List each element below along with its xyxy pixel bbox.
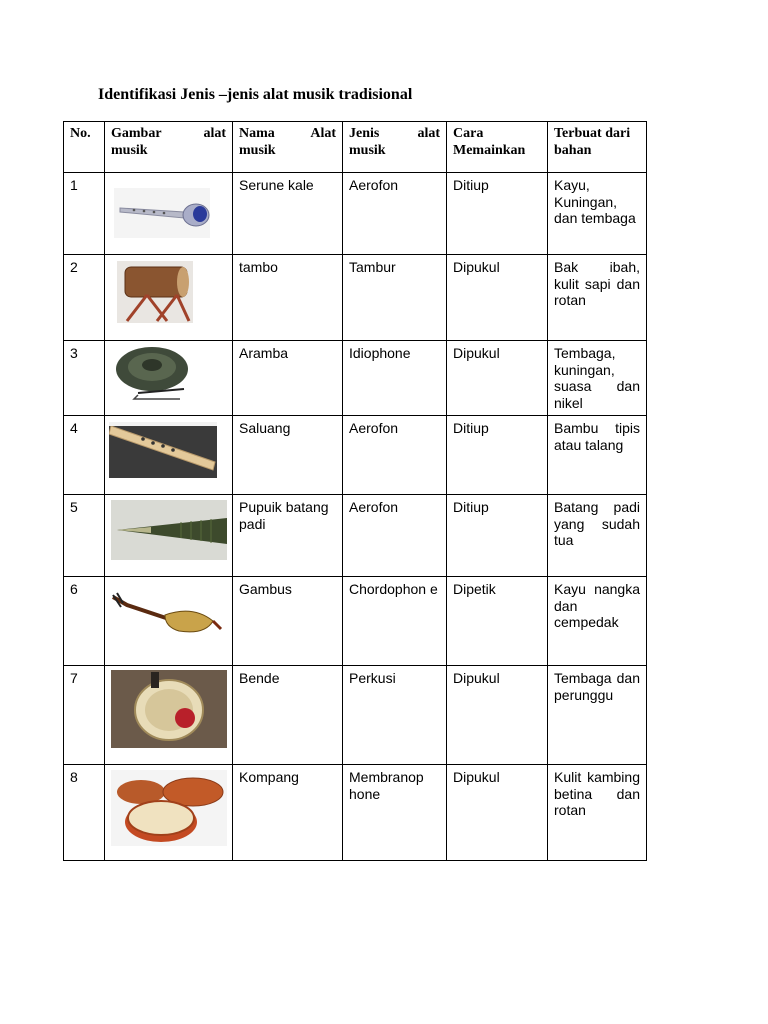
cell-nama: Aramba <box>233 341 343 416</box>
cell-nama: Kompang <box>233 765 343 861</box>
cell-nama: Bende <box>233 666 343 765</box>
cell-cara: Ditiup <box>447 495 548 577</box>
cell-jenis: Membranop hone <box>343 765 447 861</box>
kompang-image <box>111 770 227 846</box>
cell-bahan: Batang padi yang sudah tua <box>548 495 647 577</box>
page-title: Identifikasi Jenis –jenis alat musik tradisional <box>98 86 413 103</box>
cell-cara: Dipukul <box>447 255 548 341</box>
aramba-gong-image <box>114 345 192 401</box>
table-row <box>64 255 647 341</box>
cell-no: 4 <box>64 416 105 495</box>
cell-no: 3 <box>64 341 105 416</box>
cell-cara: Ditiup <box>447 416 548 495</box>
serune-kale-image <box>114 188 210 238</box>
cell-jenis: Tambur <box>343 255 447 341</box>
cell-bahan: Kulit kambing betina dan rotan <box>548 765 647 861</box>
cell-no: 7 <box>64 666 105 765</box>
header-nama: Nama Alat musik <box>233 122 343 173</box>
cell-gambar <box>105 495 233 577</box>
header-cara: Cara Memainkan <box>447 122 548 173</box>
header-bahan: Terbuat dari bahan <box>548 122 647 173</box>
cell-nama: Pupuik batang padi <box>233 495 343 577</box>
cell-no: 2 <box>64 255 105 341</box>
cell-bahan: Tembaga dan perunggu <box>548 666 647 765</box>
cell-cara: Dipukul <box>447 666 548 765</box>
cell-gambar <box>105 173 233 255</box>
cell-no: 5 <box>64 495 105 577</box>
cell-bahan: Bak ibah, kulit sapi dan rotan <box>548 255 647 341</box>
cell-bahan: Kayu, Kuningan, dan tembaga <box>548 173 647 255</box>
cell-bahan: Tembaga, kuningan, suasa dan nikel <box>548 341 647 416</box>
cell-gambar <box>105 577 233 666</box>
cell-jenis: Idiophone <box>343 341 447 416</box>
table-row <box>64 765 647 861</box>
cell-no: 6 <box>64 577 105 666</box>
cell-nama: Gambus <box>233 577 343 666</box>
saluang-flute-image <box>109 422 217 478</box>
instrument-table <box>63 121 647 861</box>
cell-cara: Ditiup <box>447 173 548 255</box>
cell-nama: Serune kale <box>233 173 343 255</box>
cell-gambar <box>105 416 233 495</box>
cell-nama: tambo <box>233 255 343 341</box>
table-row <box>64 341 647 416</box>
cell-gambar <box>105 666 233 765</box>
table-row <box>64 666 647 765</box>
header-gambar: Gambar alat musik <box>105 122 233 173</box>
cell-jenis: Chordophon e <box>343 577 447 666</box>
bende-image <box>111 670 227 748</box>
tambo-drum-image <box>117 261 193 323</box>
table-row <box>64 495 647 577</box>
cell-cara: Dipetik <box>447 577 548 666</box>
pupuik-image <box>111 500 227 560</box>
cell-jenis: Aerofon <box>343 495 447 577</box>
header-jenis: Jenis alat musik <box>343 122 447 173</box>
table-row <box>64 173 647 255</box>
cell-gambar <box>105 255 233 341</box>
cell-gambar <box>105 341 233 416</box>
cell-cara: Dipukul <box>447 765 548 861</box>
cell-jenis: Aerofon <box>343 416 447 495</box>
cell-bahan: Kayu nangka dan cempedak <box>548 577 647 666</box>
cell-no: 8 <box>64 765 105 861</box>
gambus-image <box>109 591 225 651</box>
cell-cara: Dipukul <box>447 341 548 416</box>
table-header-row <box>64 122 647 173</box>
table-row <box>64 577 647 666</box>
cell-gambar <box>105 765 233 861</box>
cell-nama: Saluang <box>233 416 343 495</box>
table-row <box>64 416 647 495</box>
cell-jenis: Aerofon <box>343 173 447 255</box>
cell-no: 1 <box>64 173 105 255</box>
header-no: No. <box>64 122 105 173</box>
cell-bahan: Bambu tipis atau talang <box>548 416 647 495</box>
cell-jenis: Perkusi <box>343 666 447 765</box>
